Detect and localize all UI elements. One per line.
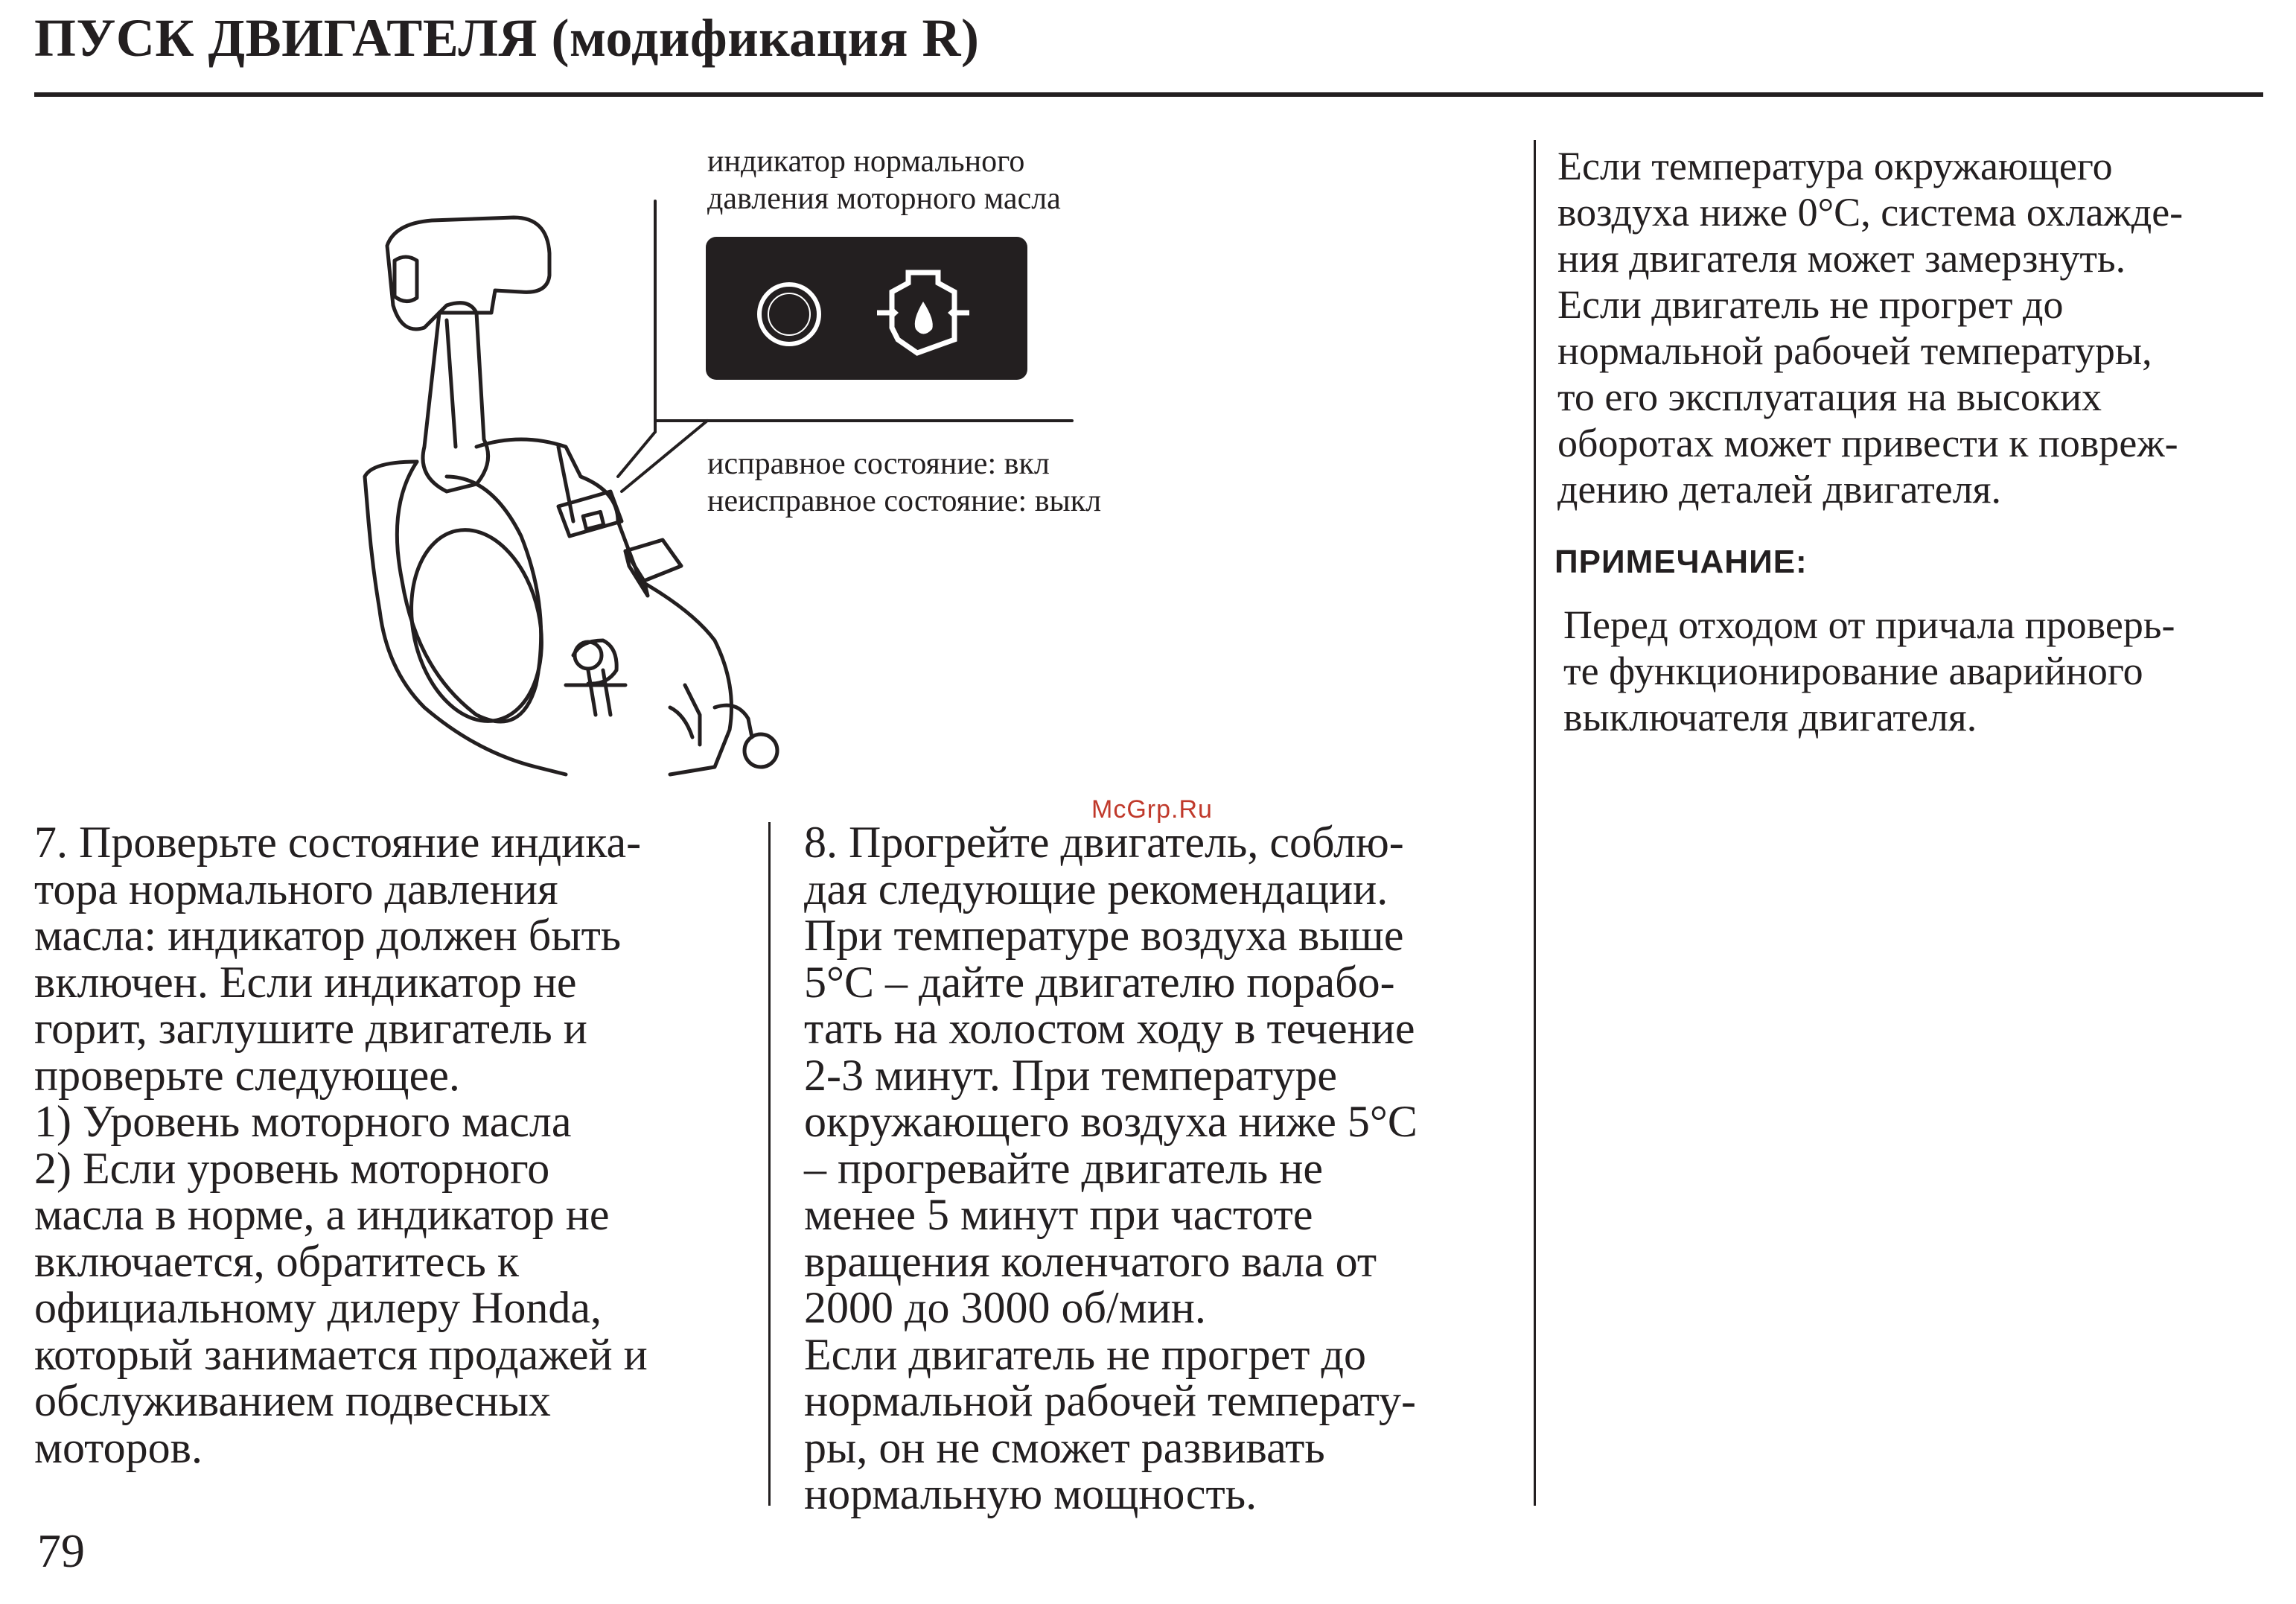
page-number: 79 xyxy=(37,1524,85,1577)
column-divider-right xyxy=(1534,140,1536,1506)
step-7-text: 7. Проверьте состояние индика- тора нормального давления масла: индикатор должен быть включен. Если индикатор не горит, заглушите двигатель и проверьте следующее. 1) Уровень моторного масла 2) Если уровень моторного масла в норме, а индикатор не включается, обратитесь к официальному дилеру Honda, который занимается продажей и обслуживанием подвесных моторов. xyxy=(34,818,648,1472)
note-heading: ПРИМЕЧАНИЕ: xyxy=(1554,544,1808,580)
step-8-text: 8. Прогрейте двигатель, соблю- дая следующие рекомендации. При температуре воздуха выше 5°C – дайте двигателю порабо- тать на холостом ходу в течение 2-3 минут. При температуре окружающего воздуха ниже 5°C – прогревайте двигатель не менее 5 минут при частоте вращения коленчатого вала от 2000 до 3000 об/мин. Если двигатель не прогрет до нормальной рабочей температу- ры, он не сможет развивать нормальную мощность. xyxy=(804,818,1418,1518)
note-text: Перед отходом от причала проверь- те функционирование аварийного выключателя двигателя. xyxy=(1563,602,2175,739)
cold-warning-text: Если температура окружающего воздуха ниже 0°C, система охлажде- ния двигателя может замерзнуть. Если двигатель не прогрет до нормальной рабочей температуры, то его эксплуатация на высоких оборотах может привести к повреж- дению деталей двигателя. xyxy=(1557,144,2184,512)
lever-hub xyxy=(397,462,540,722)
column-divider-left xyxy=(768,822,771,1506)
callout-oil-indicator: индикатор нормального давления моторного масла xyxy=(707,144,1061,216)
page-title: ПУСК ДВИГАТЕЛЯ (модификация R) xyxy=(34,8,980,68)
lever-arm xyxy=(423,313,488,491)
callout-indicator-states: исправное состояние: вкл неисправное состояние: выкл xyxy=(707,447,1102,518)
watermark: McGrp.Ru xyxy=(1091,795,1213,824)
oil-pressure-indicator-panel xyxy=(706,237,1027,380)
control-body xyxy=(476,439,732,774)
